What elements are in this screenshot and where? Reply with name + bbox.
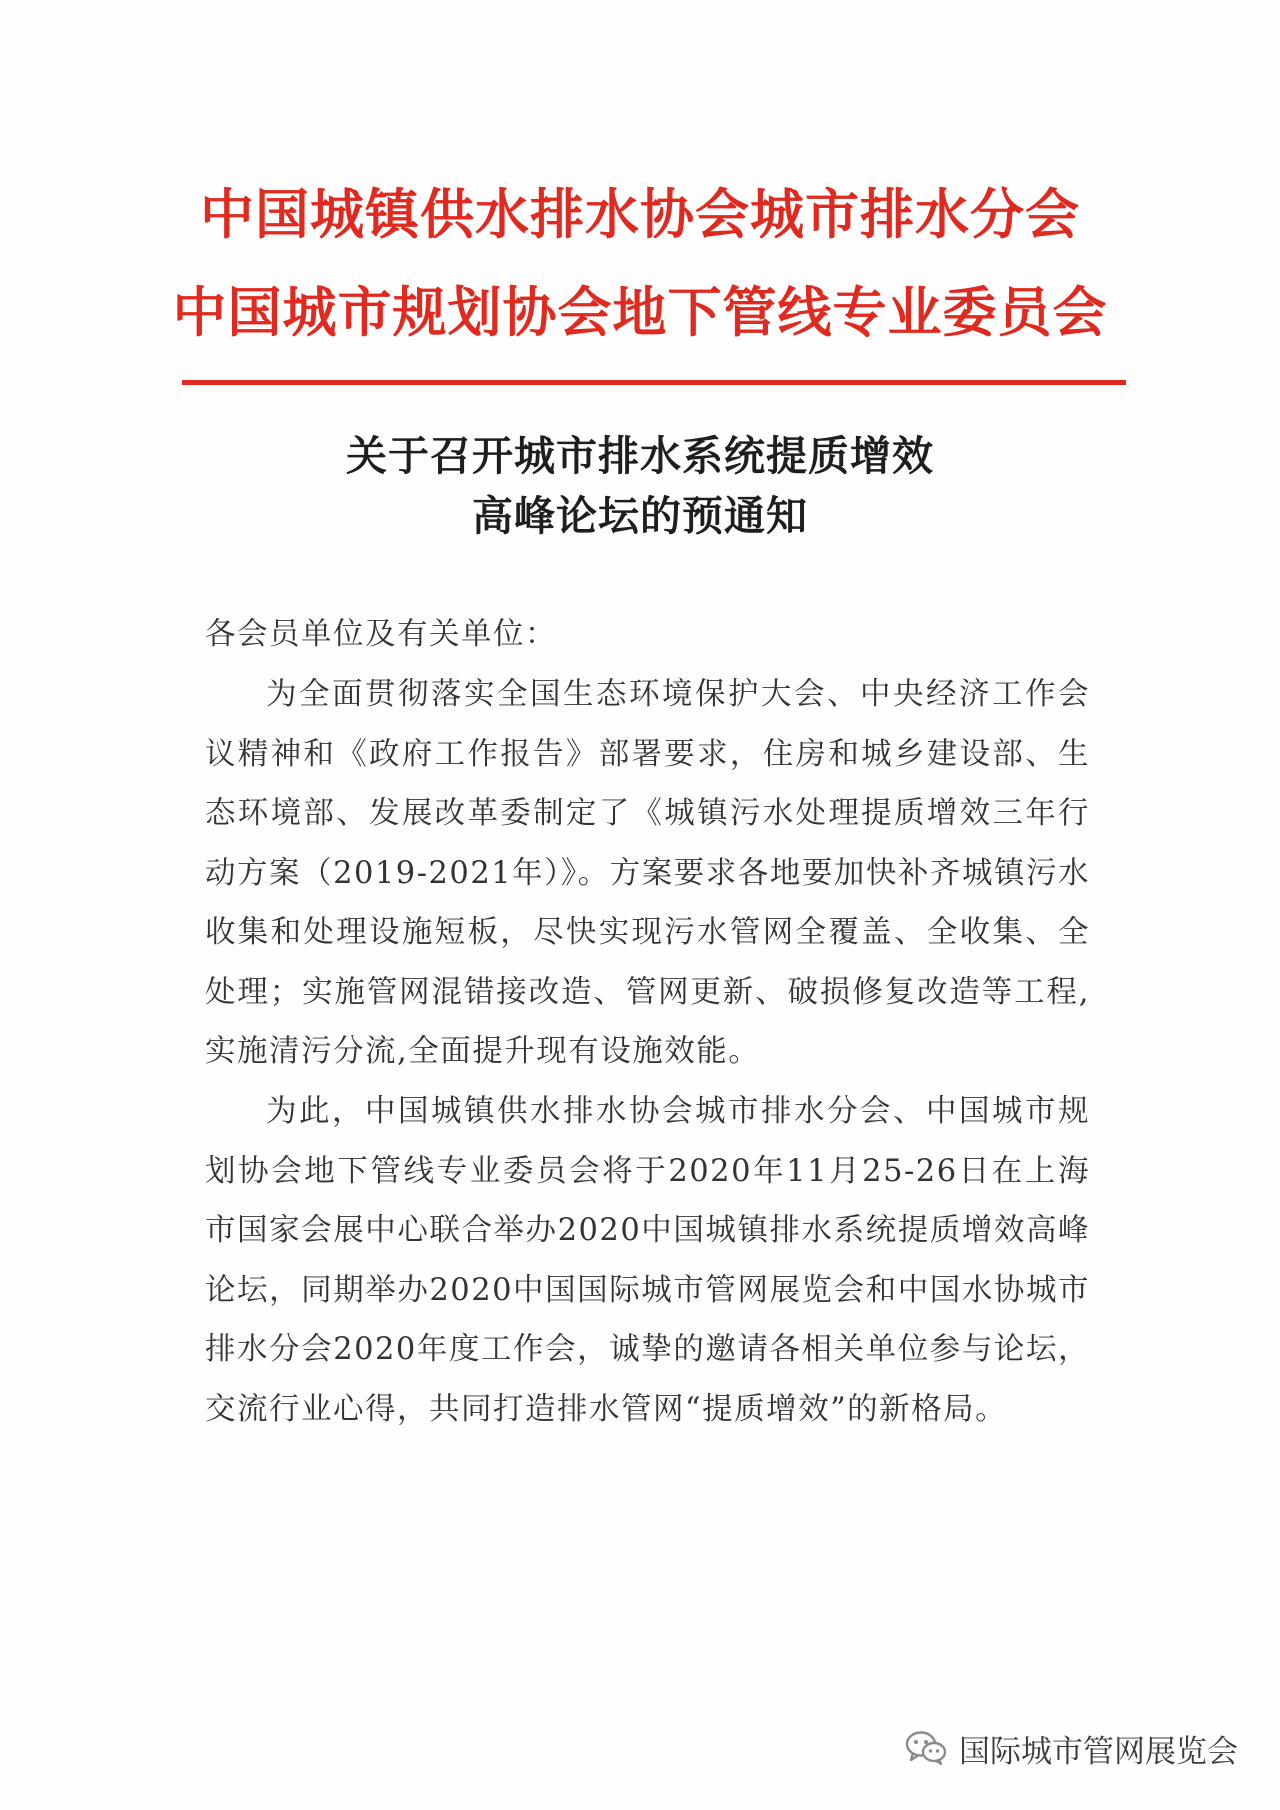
wechat-icon (905, 1730, 947, 1766)
body-paragraph-1: 为全面贯彻落实全国生态环境保护大会、中央经济工作会议精神和《政府工作报告》部署要求，住房和城乡建设部、生态环境部、发展改革委制定了《城镇污水处理提质增效三年行动方案（2019-2021年）》。方案要求各地要加快补齐城镇污水收集和处理设施短板，尽快实现污水管网全覆盖、全收集、全处理；实施管网混错接改造、管网更新、破损修复改造等工程,实施清污分流,全面提升现有设施效能。 (205, 677, 1090, 1069)
document-title-line-2: 高峰论坛的预通知 (472, 492, 808, 540)
wechat-account-watermark (905, 1725, 1238, 1771)
watermark-account-name: 国际城市管网展览会 (959, 1733, 1238, 1770)
issuing-org-line-2: 中国城市规划协会地下管线专业委员会 (172, 281, 1108, 344)
document-title-line-1: 关于召开城市排水系统提质增效 (346, 432, 934, 480)
issuing-org-line-1: 中国城镇供水排水协会城市排水分会 (200, 183, 1080, 246)
body-paragraph-2: 为此，中国城镇供水排水协会城市排水分会、中国城市规划协会地下管线专业委员会将于2020年11月25-26日在上海市国家会展中心联合举办2020中国城镇排水系统提质增效高峰论坛，同期举办2020中国国际城市管网展览会和中国水协城市排水分会2020年度工作会，诚挚的邀请各相关单位参与论坛，交流行业心得，共同打造排水管网“提质增效”的新格局。 (205, 1094, 1090, 1427)
salutation: 各会员单位及有关单位： (205, 617, 557, 652)
red-divider-rule (182, 380, 1126, 385)
